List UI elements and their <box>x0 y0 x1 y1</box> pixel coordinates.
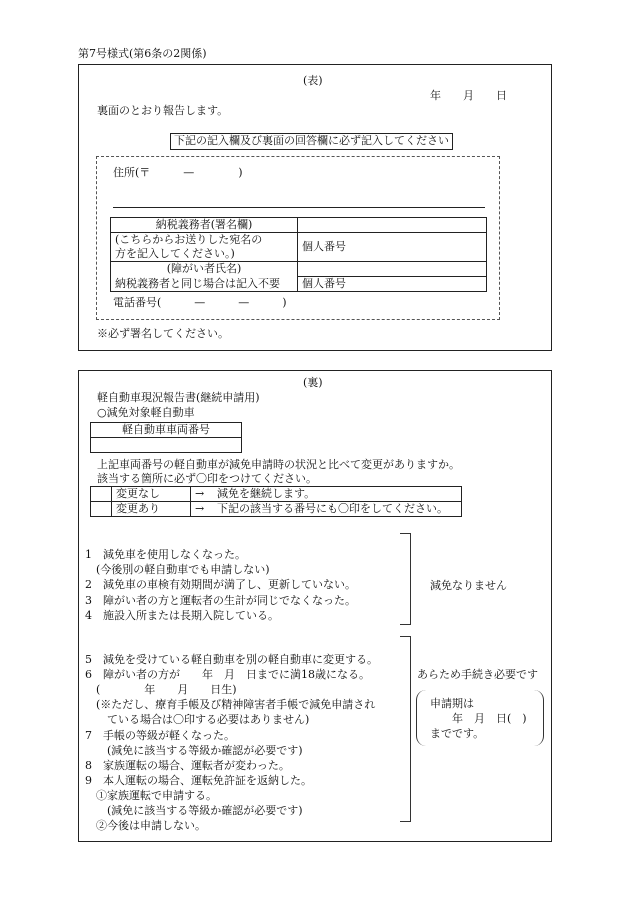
reason-item[interactable]: 4 施設入所または長期入院している。 <box>85 609 279 622</box>
reason-item[interactable]: ②今後は申請しない。 <box>85 819 206 832</box>
address-underline <box>113 207 485 208</box>
taxpayer-note-1: (こちらからお送りした宛名の <box>111 233 298 248</box>
notice-box: 下記の記入欄及び裏面の回答欄に必ず記入してください <box>170 133 453 150</box>
period-line-1: 申請期は <box>430 697 474 710</box>
reason-item: (減免に該当する等級か確認が必要です) <box>85 744 303 757</box>
back-heading: (裏) <box>303 376 323 389</box>
id-number-label-1[interactable]: 個人番号 <box>298 233 487 262</box>
choice-label: 変更あり <box>112 502 191 517</box>
arrow-icon: → <box>191 487 214 502</box>
reason-item[interactable]: 5 減免を受けている軽自動車を別の軽自動車に変更する。 <box>85 653 378 666</box>
front-heading: (表) <box>303 74 323 87</box>
reason-item[interactable]: 9 本人運転の場合、運転免許証を返納した。 <box>85 774 312 787</box>
address-label[interactable]: 住所(〒 — ) <box>113 166 243 179</box>
reason-item[interactable]: 1 減免車を使用しなくなった。 <box>85 548 246 561</box>
reason-item: ( 年 月 日生) <box>85 683 237 696</box>
taxpayer-name-field[interactable] <box>298 218 487 233</box>
disabled-name-field[interactable] <box>298 262 487 277</box>
phone-label[interactable]: 電話番号( — — ) <box>113 296 287 309</box>
reason-item[interactable]: ①家族運転で申請する。 <box>85 789 217 802</box>
same-note: 納税義務者と同じ場合は記入不要 <box>111 277 298 292</box>
mark-cell[interactable] <box>91 502 112 517</box>
report-line: 裏面のとおり報告します。 <box>97 104 229 117</box>
disabled-name-header: (障がい者氏名) <box>111 262 298 277</box>
reason-item: ている場合は〇印する必要はありません) <box>85 713 310 726</box>
instruction: 該当する箇所に必ず〇印をつけてください。 <box>97 472 317 485</box>
bracket-group-1 <box>400 533 411 625</box>
plate-header: 軽自動車車両番号 <box>91 423 242 438</box>
taxpayer-header: 納税義務者(署名欄) <box>111 218 298 233</box>
reason-item[interactable]: 8 家族運転の場合、運転者が変わった。 <box>85 759 290 772</box>
reason-item[interactable]: 3 障がい者の方と運転者の生計が同じでなくなった。 <box>85 594 356 607</box>
target-label: ○減免対象軽自動車 <box>97 406 195 419</box>
plate-number-field[interactable] <box>91 438 242 453</box>
choice-result: 減免を継続します。 <box>213 487 462 502</box>
reason-item: (※ただし、療育手帳及び精神障害者手帳で減免申請され <box>85 698 376 711</box>
arrow-icon: → <box>191 502 214 517</box>
reason-item[interactable]: 7 手帳の等級が軽くなった。 <box>85 729 235 742</box>
choice-row-no-change[interactable] <box>91 487 462 502</box>
report-title: 軽自動車現況報告書(継続申請用) <box>97 391 260 404</box>
reason-item[interactable]: 6 障がい者の方が 年 月 日までに満18歳になる。 <box>85 668 370 681</box>
reason-item: (減免に該当する等級か確認が必要です) <box>85 804 303 817</box>
period-line-3: までです。 <box>430 727 485 740</box>
reason-item: (今後別の軽自動車でも申請しない) <box>85 563 270 576</box>
choice-row-changed[interactable] <box>91 502 462 517</box>
change-question: 上記車両番号の軽自動車が減免申請時の状況と比べて変更がありますか。 <box>97 458 460 471</box>
taxpayer-table <box>110 217 487 292</box>
mark-cell[interactable] <box>91 487 112 502</box>
id-number-label-2[interactable]: 個人番号 <box>298 277 487 292</box>
reason-item[interactable]: 2 減免車の車検有効期間が満了し、更新していない。 <box>85 578 356 591</box>
choice-table <box>90 486 462 517</box>
group1-result: 減免なりません <box>430 579 507 592</box>
choice-label: 変更なし <box>112 487 191 502</box>
plate-table <box>90 422 242 453</box>
period-line-2: 年 月 日( ) <box>452 712 527 725</box>
date-line: 年 月 日 <box>430 89 507 102</box>
group2-result: あらため手続き必要です <box>417 668 538 681</box>
sign-note: ※必ず署名してください。 <box>97 327 229 340</box>
bracket-group-2 <box>400 636 411 822</box>
choice-result: 下記の該当する番号にも〇印をしてください。 <box>213 502 462 517</box>
form-title: 第7号様式(第6条の2関係) <box>78 47 207 60</box>
taxpayer-note-2: 方を記入してください。) <box>111 247 298 262</box>
